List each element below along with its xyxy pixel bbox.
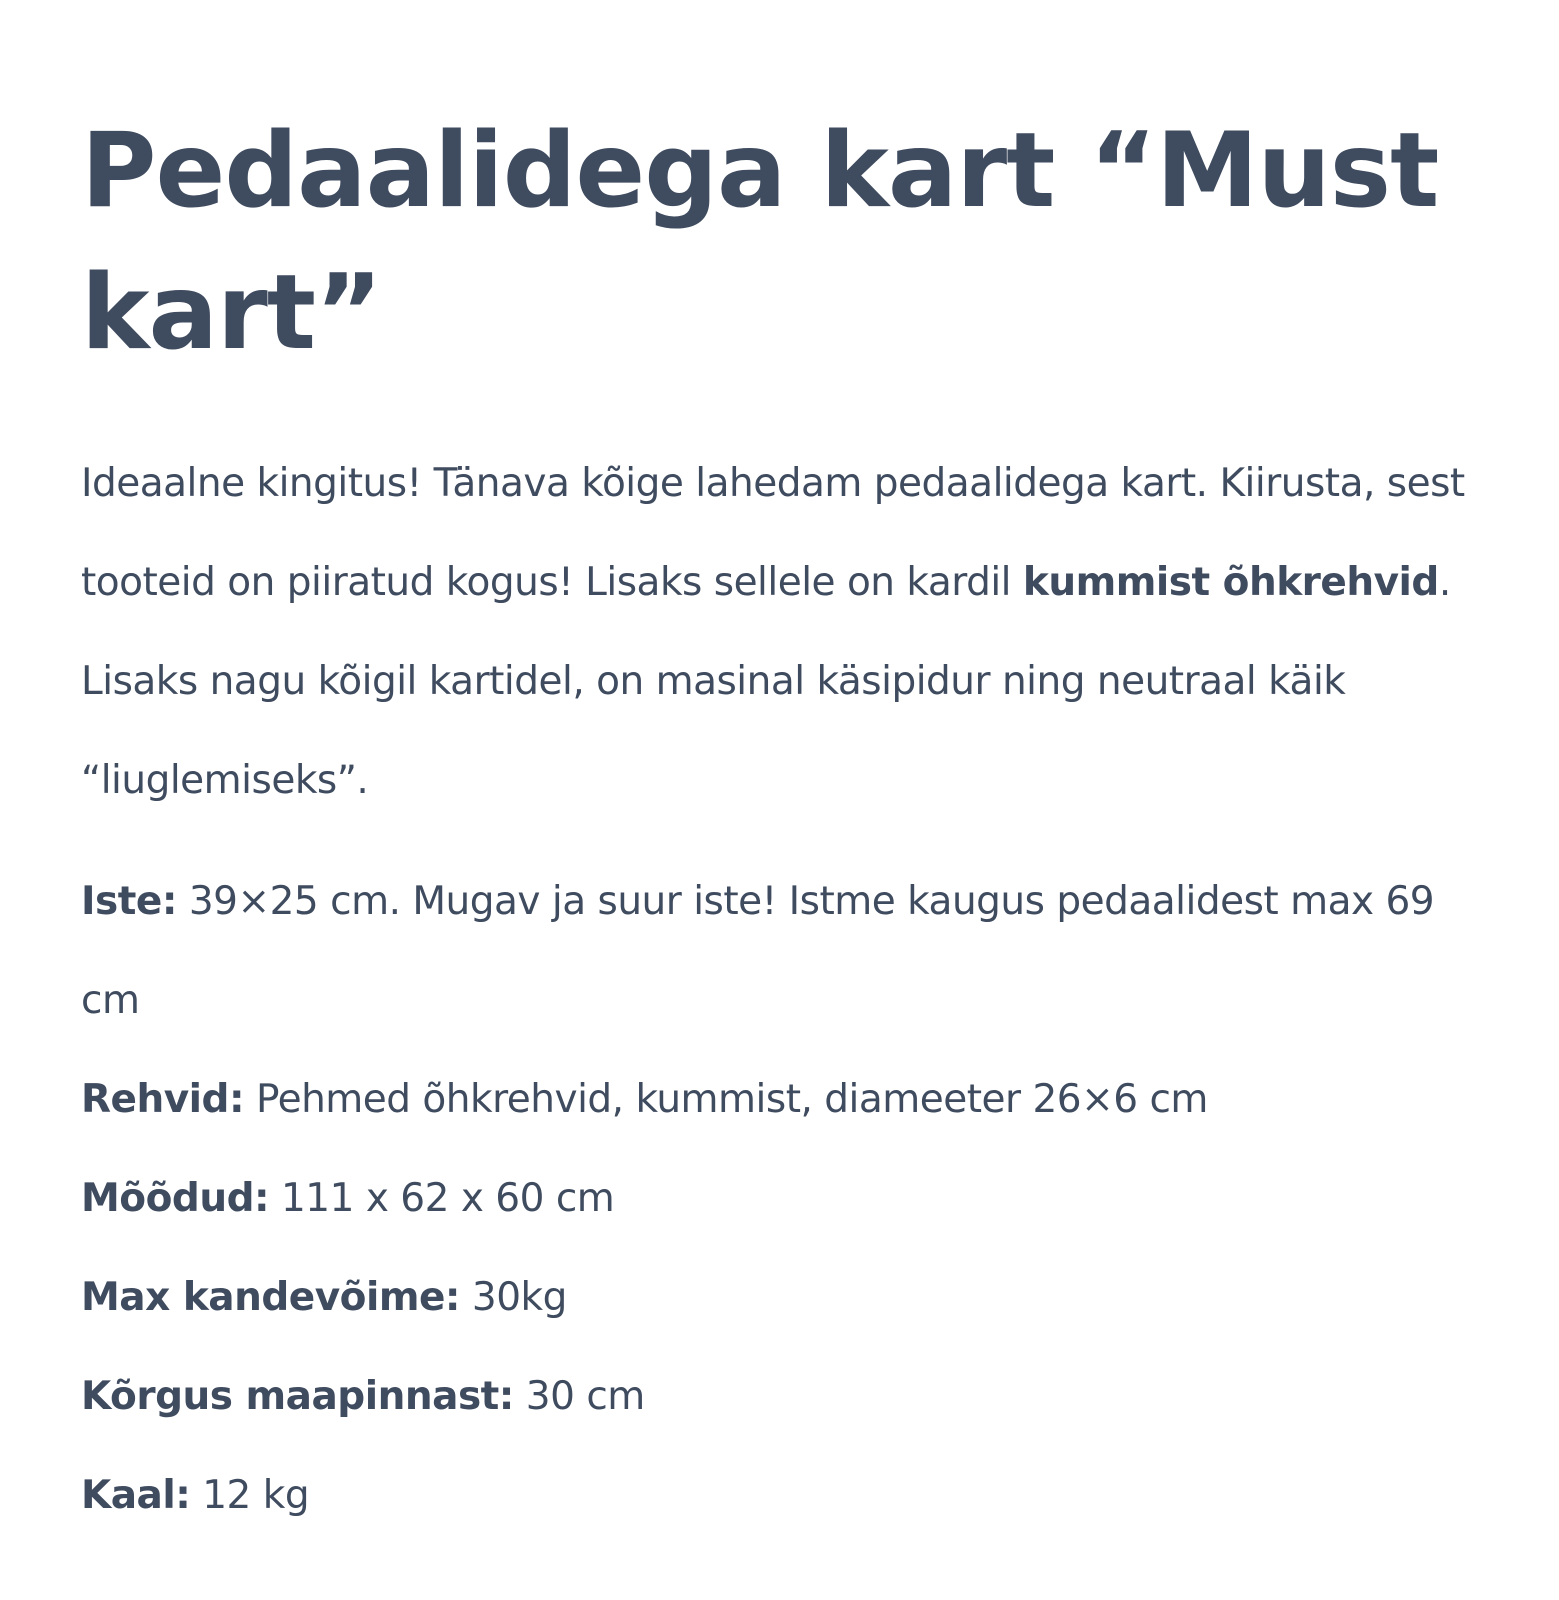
product-intro (81, 434, 1501, 830)
spec-label: Mõõdud: (81, 1176, 270, 1221)
spec-label: Kõrgus maapinnast: (81, 1374, 514, 1419)
product-specifications (81, 852, 1501, 1545)
intro-text-before: Ideaalne kingitus! Tänava kõige lahedam pedaalidega kart. Kiirusta, sest tooteid on piiratud kogus! Lisaks sellele on kardil (81, 461, 1465, 605)
spec-value: 111 x 62 x 60 cm (269, 1176, 615, 1221)
spec-ground-clearance (81, 1347, 1501, 1446)
intro-text-after: . Lisaks nagu kõigil kartidel, on masinal käsipidur ning neutraal käik “liuglemiseks”. (81, 560, 1451, 803)
spec-dimensions (81, 1149, 1501, 1248)
spec-value: Pehmed õhkrehvid, kummist, diameeter 26×6 cm (244, 1077, 1208, 1122)
spec-value: 30kg (460, 1275, 567, 1320)
product-title: Pedaalidega kart “Must kart” (81, 111, 1439, 373)
spec-value: 39×25 cm. Mugav ja suur iste! Istme kaugus pedaalidest max 69 cm (81, 879, 1435, 1023)
spec-tires (81, 1050, 1501, 1149)
spec-label: Kaal: (81, 1473, 191, 1518)
product-description (81, 100, 1501, 1545)
spec-max-load (81, 1248, 1501, 1347)
intro-highlight: kummist õhkrehvid (1022, 560, 1439, 605)
spec-weight (81, 1446, 1501, 1545)
spec-value: 30 cm (513, 1374, 645, 1419)
spec-seat (81, 852, 1501, 1050)
spec-label: Rehvid: (81, 1077, 245, 1122)
spec-label: Iste: (81, 879, 177, 924)
spec-value: 12 kg (190, 1473, 310, 1518)
spec-label: Max kandevõime: (81, 1275, 461, 1320)
